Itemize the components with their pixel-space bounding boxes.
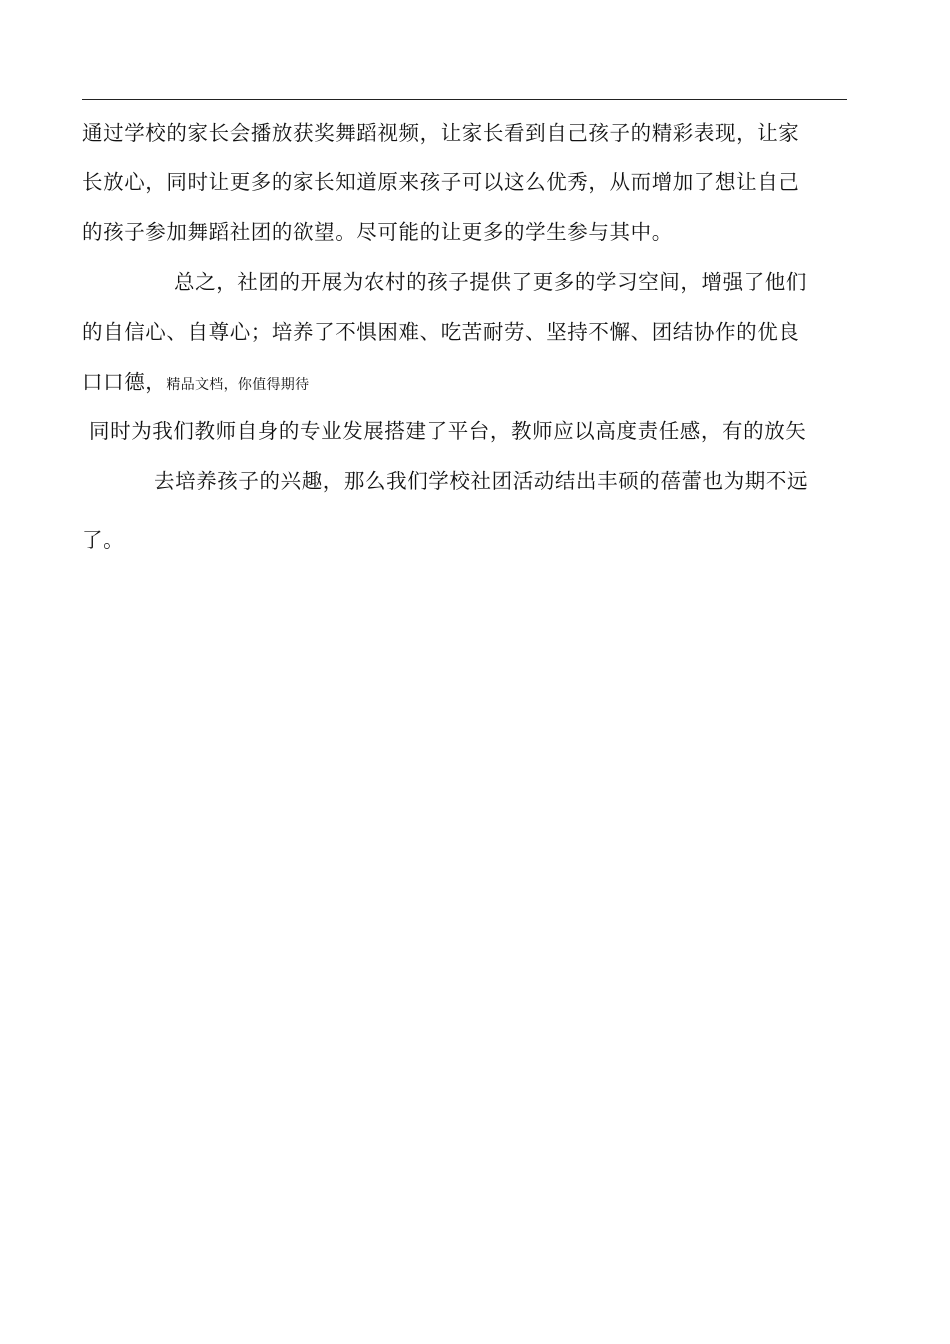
paragraph-line: 同时为我们教师自身的专业发展搭建了平台，教师应以高度责任感，有的放矢	[89, 419, 807, 443]
paragraph-line: 总之，社团的开展为农村的孩子提供了更多的学习空间，增强了他们	[174, 270, 807, 294]
paragraph-line: 的孩子参加舞蹈社团的欲望。尽可能的让更多的学生参与其中。	[82, 220, 673, 244]
paragraph-line	[82, 368, 309, 399]
paragraph-line: 通过学校的家长会播放获奖舞蹈视频，让家长看到自己孩子的精彩表现，让家	[82, 121, 800, 145]
watermark-text: 精品文档，你值得期待	[166, 377, 310, 393]
paragraph-text: 口口德，	[82, 370, 167, 394]
paragraph-line: 了。	[82, 528, 125, 552]
paragraph-line: 去培养孩子的兴趣，那么我们学校社团活动结出丰硕的蓓蕾也为期不远	[154, 469, 809, 493]
paragraph-line: 的自信心、自尊心；培养了不惧困难、吃苦耐劳、坚持不懈、团结协作的优良	[82, 320, 800, 344]
paragraph-line: 长放心，同时让更多的家长知道原来孩子可以这么优秀，从而增加了想让自己	[82, 170, 800, 194]
header-rule	[82, 99, 847, 100]
